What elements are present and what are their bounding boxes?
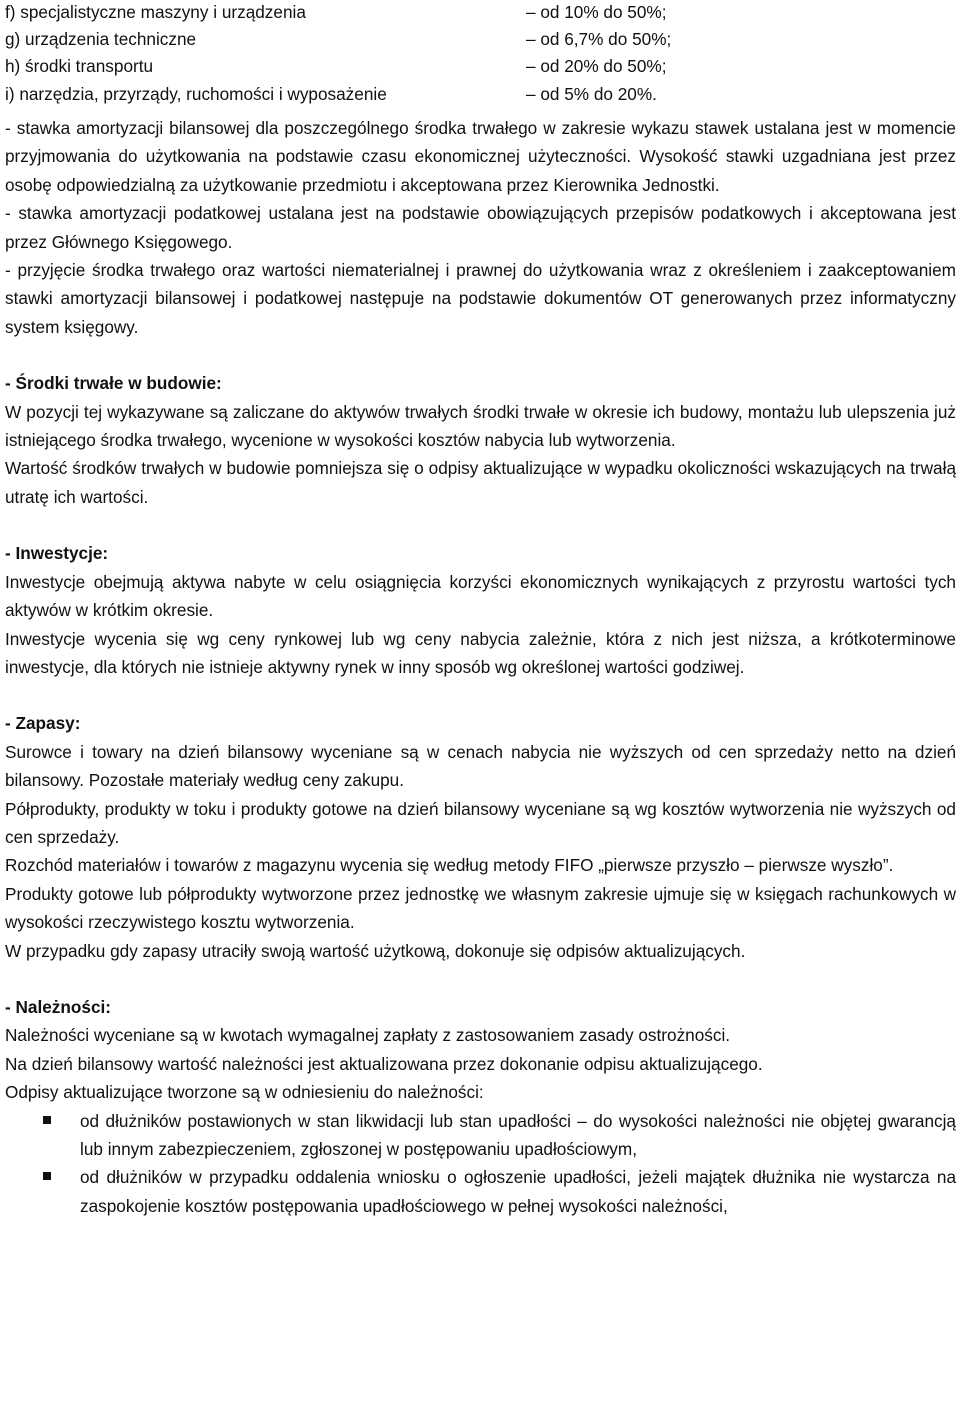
rate-row [5, 25, 956, 52]
paragraph: Rozchód materiałów i towarów z magazynu wycenia się według metody FIFO „pierwsze przyszło – pierwsze wyszło”. [5, 855, 894, 876]
receivables-section [5, 993, 956, 1220]
bullet-list [5, 1107, 956, 1221]
list-item-text: od dłużników w przypadku oddalenia wniosku o ogłoszenie upadłości, jeżeli majątek dłużnika nie wystarcza na zaspokojenie kosztów postępowania upadłościowego w pełnej wysokości należności, [80, 1167, 956, 1216]
rate-value: – od 5% do 20%. [526, 84, 657, 104]
list-item [5, 1107, 956, 1164]
paragraph: W pozycji tej wykazywane są zaliczane do aktywów trwałych środki trwałe w okresie ich budowy, montażu lub ulepszenia już istniejącego środka trwałego, wycenione w wysokości kosztów nabycia lub wytworzenia. [5, 401, 956, 451]
amortization-section [5, 114, 956, 341]
paragraph: Półprodukty, produkty w toku i produkty gotowe na dzień bilansowy wyceniane są wg kosztów wytworzenia nie wyższych od cen sprzedaży. [5, 798, 956, 847]
spacer [5, 511, 956, 539]
depreciation-rates-list [5, 0, 956, 114]
paragraph: - stawka amortyzacji podatkowej ustalana jest na podstawie obowiązujących przepisów podatkowych i akceptowana jest przez Głównego Księgowego. [5, 203, 956, 252]
inventory-section [5, 709, 956, 965]
section-heading: - Inwestycje: [5, 543, 109, 564]
paragraph: Produkty gotowe lub półprodukty wytworzone przez jednostkę we własnym zakresie ujmuje się w księgach rachunkowych w wysokości rzeczywistego kosztu wytworzenia. [5, 883, 956, 933]
paragraph: Inwestycje obejmują aktywa nabyte w celu osiągnięcia korzyści ekonomicznych wynikających z przyrostu wartości tych aktywów w krótkim okresie. [5, 571, 956, 621]
rate-value: – od 20% do 50%; [526, 56, 667, 76]
rate-label: g) urządzenia techniczne [5, 29, 197, 49]
paragraph: Surowce i towary na dzień bilansowy wyceniane są w cenach nabycia nie wyższych od cen sprzedaży netto na dzień bilansowy. Pozostałe materiały według ceny zakupu. [5, 741, 956, 791]
list-item [5, 1163, 956, 1220]
paragraph: Na dzień bilansowy wartość należności jest aktualizowana przez dokonanie odpisu aktualizującego. [5, 1053, 763, 1074]
paragraph: - stawka amortyzacji bilansowej dla poszczególnego środka trwałego w zakresie wykazu stawek ustalana jest w momencie przyjmowania do użytkowania na podstawie czasu ekonomicznej użyteczności. Wysokość stawki uzgadniana jest przez osobę odpowiedzialną za użytkowanie przedmiotu i akceptowana przez Kierownika Jednostki. [5, 118, 956, 195]
section-heading: - Zapasy: [5, 713, 81, 734]
construction-section [5, 369, 956, 511]
rate-row [5, 80, 956, 107]
paragraph: Należności wyceniane są w kwotach wymagalnej zapłaty z zastosowaniem zasady ostrożności. [5, 1025, 731, 1046]
rate-label: i) narzędzia, przyrządy, ruchomości i wyposażenie [5, 84, 387, 104]
paragraph: Inwestycje wycenia się wg ceny rynkowej lub wg ceny nabycia zależnie, która z nich jest niższa, a krótkoterminowe inwestycje, dla których nie istnieje aktywny rynek w inny sposób wg określonej wartości godziwej. [5, 628, 956, 677]
rate-row [5, 0, 956, 25]
section-heading: - Należności: [5, 996, 112, 1017]
investments-section [5, 539, 956, 681]
rate-label: h) środki transportu [5, 56, 154, 76]
rate-value: – od 10% do 50%; [526, 2, 667, 22]
paragraph: W przypadku gdy zapasy utraciły swoją wartość użytkową, dokonuje się odpisów aktualizujących. [5, 940, 746, 961]
spacer [5, 341, 956, 369]
spacer [5, 965, 956, 993]
rate-value: – od 6,7% do 50%; [526, 29, 672, 49]
section-heading: - Środki trwałe w budowie: [5, 373, 222, 394]
spacer [5, 681, 956, 709]
rate-row [5, 52, 956, 79]
paragraph: Odpisy aktualizujące tworzone są w odniesieniu do należności: [5, 1082, 484, 1103]
rate-label: f) specjalistyczne maszyny i urządzenia [5, 2, 306, 22]
square-bullet-icon [43, 1116, 51, 1124]
paragraph: Wartość środków trwałych w budowie pomniejsza się o odpisy aktualizujące w wypadku okoliczności wskazujących na trwałą utratę ich wartości. [5, 458, 956, 507]
square-bullet-icon [43, 1172, 51, 1180]
list-item-text: od dłużników postawionych w stan likwidacji lub stan upadłości – do wysokości należności nie objętej gwarancją lub innym zabezpieczeniem, zgłoszonej w postępowaniu upadłościowym, [80, 1110, 956, 1159]
paragraph: - przyjęcie środka trwałego oraz wartości niematerialnej i prawnej do użytkowania wraz z określeniem i zaakceptowaniem stawki amortyzacji bilansowej i podatkowej następuje na podstawie dokumentów OT generowanych przez informatyczny system księgowy. [5, 260, 956, 337]
